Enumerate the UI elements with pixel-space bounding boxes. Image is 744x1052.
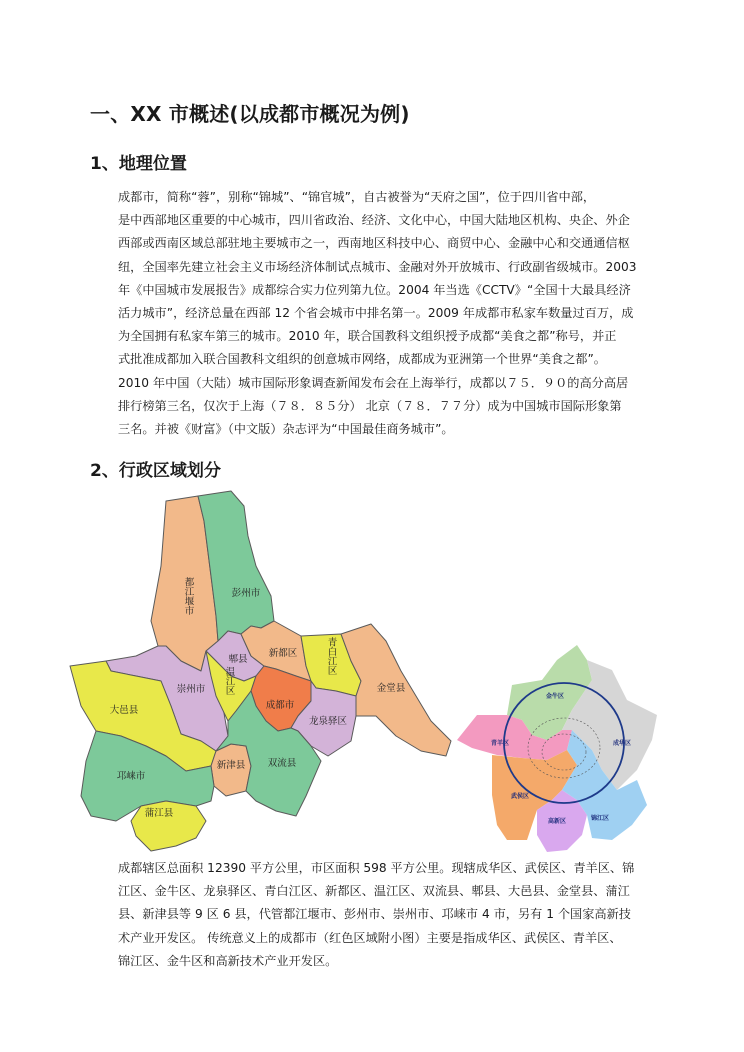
central-districts-map (452, 640, 664, 852)
map-label-longquanyi: 龙泉驿区 (308, 716, 348, 727)
paragraph-line: 活力城市”，经济总量在西部 12 个省会城市中排名第一。2009 年成都市私家车数量过百万，成 (118, 306, 634, 321)
small-label-jinniu: 金牛区 (545, 693, 565, 700)
map-label-jintang: 金堂县 (376, 683, 406, 694)
paragraph-line: 排行榜第三名，仅次于上海（７８．８５分） 北京（７８．７７分）成为中国城市国际形象第 (118, 398, 622, 413)
map-label-chongzhou: 崇州市 (176, 684, 206, 695)
paragraph-line: 式批准成都加入联合国教科文组织的创意城市网络，成都成为亚洲第一个世界“美食之都”。 (118, 352, 606, 367)
paragraph-line: 西部或西南区域总部驻地主要城市之一，西南地区科技中心、商贸中心、金融中心和交通通信枢 (118, 236, 630, 251)
paragraph-line: 2010 年中国（大陆）城市国际形象调查新闻发布会在上海举行，成都以７５．９０的高分高居 (118, 375, 629, 390)
paragraph-line: 为全国拥有私家车第三的城市。2010 年，联合国教科文组织授予成都“美食之都”称号，并正 (118, 329, 617, 344)
map-label-pengzhou: 彭州市 (231, 588, 261, 599)
small-label-chenghua: 成华区 (612, 740, 632, 747)
map-label-dujiangyan: 都江堰市 (182, 577, 194, 615)
paragraph-line: 纽，全国率先建立社会主义市场经济体制试点城市、金融对外开放城市、行政副省级城市。2003 (118, 259, 637, 274)
location-paragraph (118, 186, 658, 441)
paragraph-line: 年《中国城市发展报告》成都综合实力位列第九位。2004 年当选《CCTV》“全国十大最具经济 (118, 282, 631, 297)
map-label-wenjiang: 温江区 (223, 666, 235, 696)
map-label-xindu: 新都区 (268, 648, 298, 659)
paragraph-line: 江区、金牛区、龙泉驿区、青白江区、新都区、温江区、双流县、郫县、大邑县、金堂县、蒲江 (118, 884, 630, 899)
paragraph-line: 三名。并被《财富》（中文版）杂志评为“中国最佳商务城市”。 (118, 422, 454, 437)
map-label-xinjin: 新津县 (216, 760, 246, 771)
small-label-qingyang: 青羊区 (490, 740, 510, 747)
paragraph-line: 术产业开发区。 传统意义上的成都市（红色区域附小图）主要是指成华区、武侯区、青羊区、 (118, 930, 622, 945)
small-label-jinjiang: 锦江区 (590, 815, 610, 822)
paragraph-line: 成都辖区总面积 12390 平方公里，市区面积 598 平方公里。现辖成华区、武侯区、青羊区、锦 (118, 861, 635, 875)
small-label-gaoxin: 高新区 (547, 818, 567, 825)
districts-paragraph (118, 857, 658, 973)
chengdu-region-map (66, 466, 460, 852)
map-label-dayi: 大邑县 (109, 705, 139, 716)
section-title-location: 1、地理位置 (90, 154, 187, 174)
small-label-wuhou: 武侯区 (510, 793, 530, 800)
section-title-districts: 2、行政区域划分 (90, 461, 221, 481)
paragraph-line: 成都市，简称“蓉”，别称“锦城”、“锦官城”，自古被誉为“天府之国”，位于四川省中部， (118, 190, 596, 204)
main-heading: 一、XX 市概述(以成都市概况为例) (90, 102, 410, 126)
map-label-pixian: 郫县 (228, 654, 248, 665)
paragraph-line: 锦江区、金牛区和高新技术产业开发区。 (118, 953, 338, 968)
map-label-chengdu-city: 成都市 (265, 700, 295, 711)
map-label-pujiang: 蒲江县 (144, 808, 174, 819)
paragraph-line: 县、新津县等 9 区 6 县，代管都江堰市、彭州市、崇州市、邛崃市 4 市，另有 1 个国家高新技 (118, 907, 631, 922)
map-label-shuangliu: 双流县 (267, 758, 297, 769)
map-label-qingbaijiang: 青白江区 (325, 637, 337, 675)
paragraph-line: 是中西部地区重要的中心城市，四川省政治、经济、文化中心，中国大陆地区机构、央企、外企 (118, 213, 630, 228)
map-label-qionglai: 邛崃市 (116, 771, 146, 782)
